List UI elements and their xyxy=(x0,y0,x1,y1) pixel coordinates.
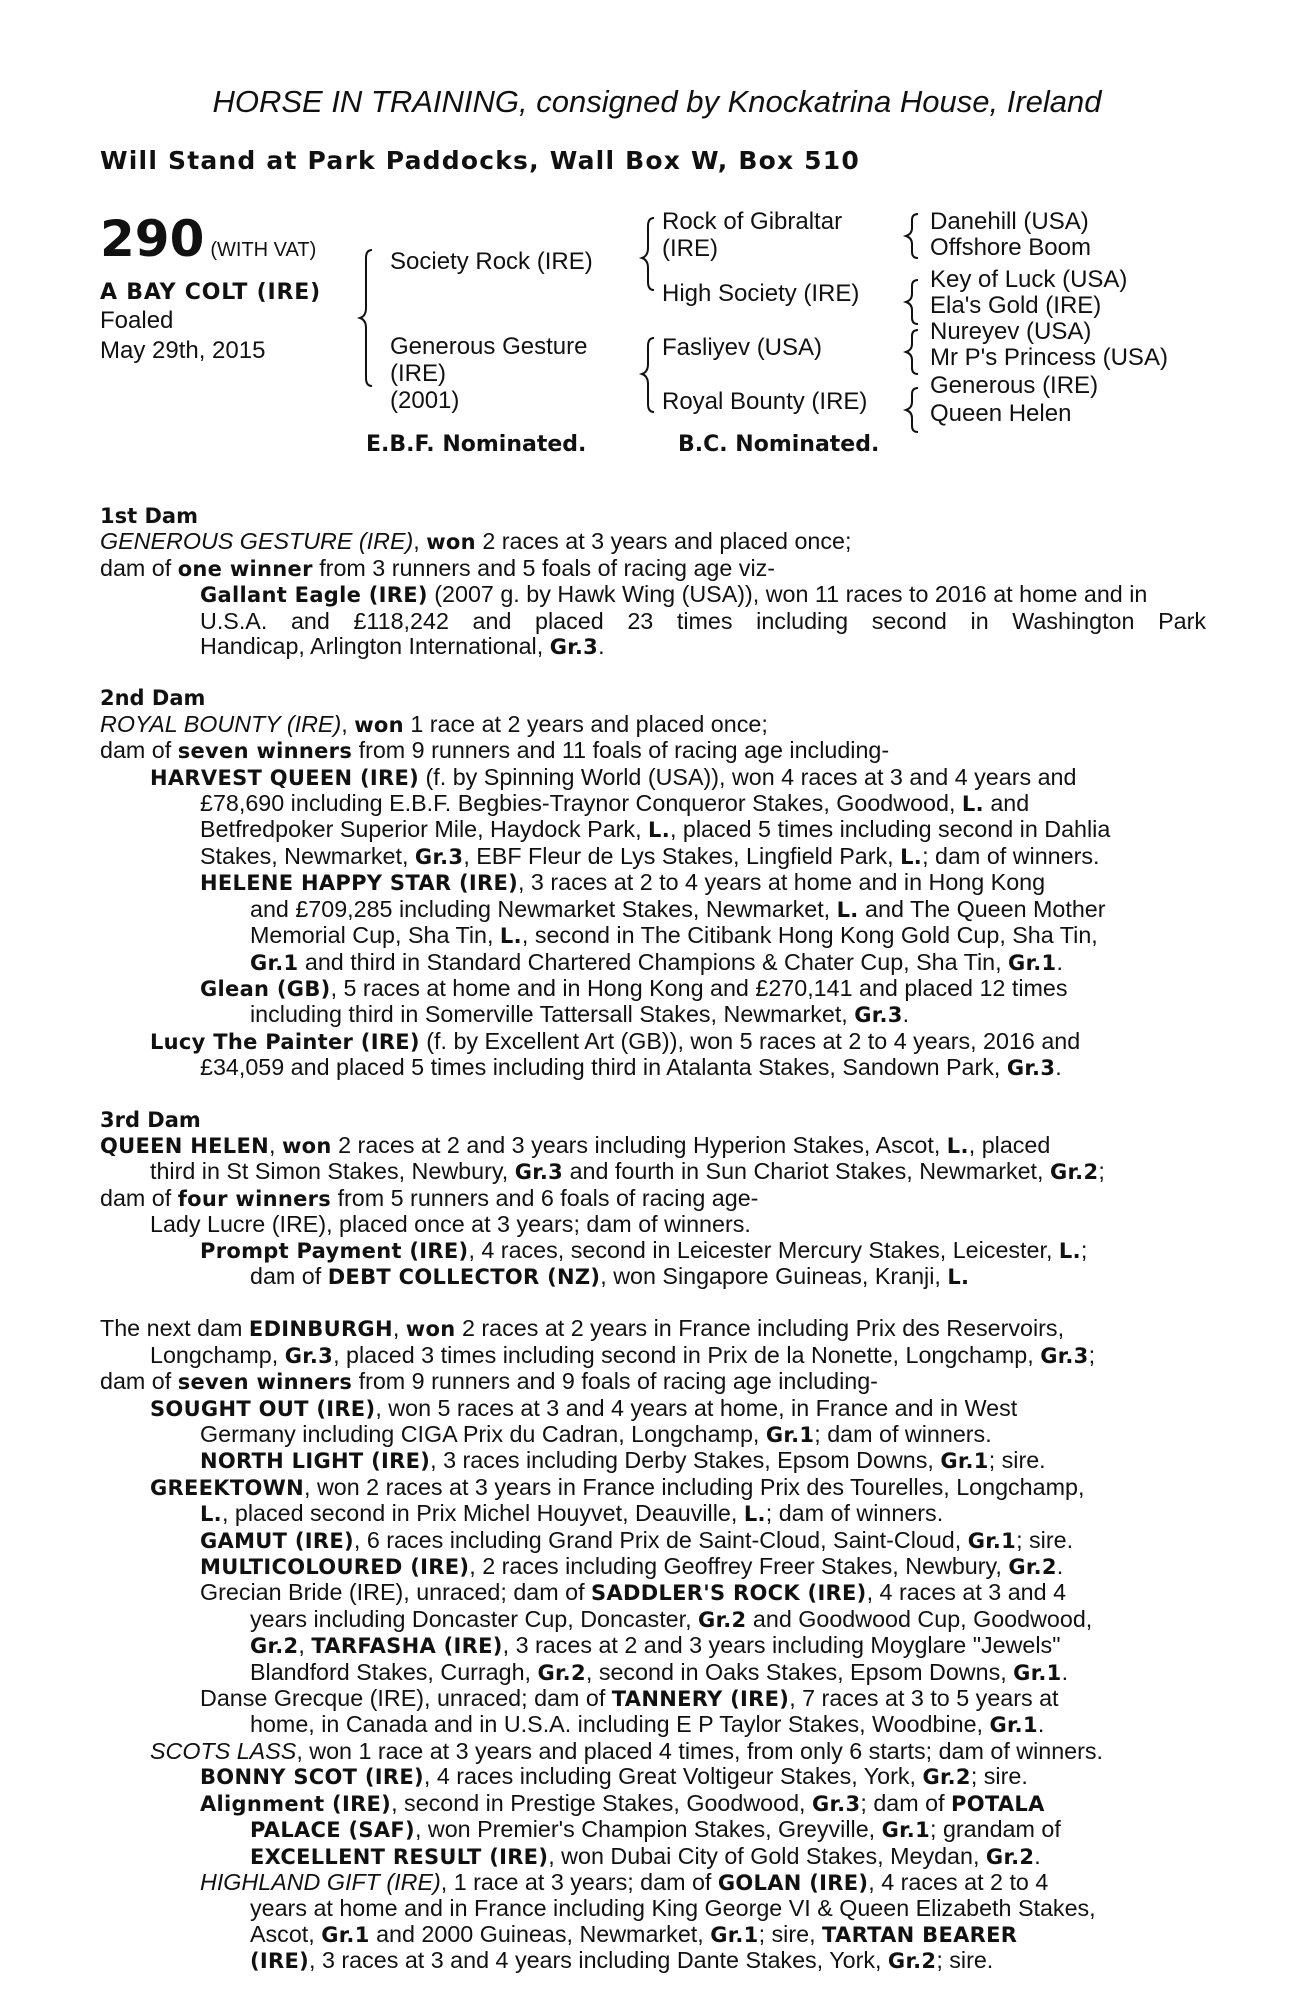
pedigree-ss-line2: (IRE) xyxy=(662,235,718,262)
next-dam-line: Germany including CIGA Prix du Cadran, Longchamp, Gr.1; dam of winners. xyxy=(200,1421,992,1447)
dam1-line: U.S.A. and £118,242 and placed 23 times including second in Washington Park xyxy=(200,607,1206,634)
next-dam-line: Ascot, Gr.1 and 2000 Guineas, Newmarket, Gr.1; sire, TARTAN BEARER xyxy=(250,1920,1018,1947)
next-dam-line: years at home and in France including King George VI & Queen Elizabeth Stakes, xyxy=(250,1895,1096,1922)
next-dam-line: Longchamp, Gr.3, placed 3 times including second in Prix de la Nonette, Longchamp, Gr.3; xyxy=(150,1341,1096,1368)
pedigree-dam-line1: Generous Gesture xyxy=(390,333,588,360)
dam3-line: dam of DEBT COLLECTOR (NZ), won Singapore Guineas, Kranji, L. xyxy=(250,1262,970,1289)
pedigree-dss: Nureyev (USA) xyxy=(930,318,1092,345)
dam3-line: Prompt Payment (IRE), 4 races, second in Leicester Mercury Stakes, Leicester, L.; xyxy=(200,1236,1088,1263)
dam2-line: Memorial Cup, Sha Tin, L., second in The Citibank Hong Kong Gold Cup, Sha Tin, xyxy=(250,922,1098,949)
next-dam-line: SCOTS LASS, won 1 race at 3 years and placed 4 times, from only 6 starts; dam of winners. xyxy=(150,1737,1104,1764)
dam2-line: dam of seven winners from 9 runners and 11 foals of racing age including- xyxy=(100,737,890,764)
stand-location: Will Stand at Park Paddocks, Wall Box W, Box 510 xyxy=(100,146,860,175)
dam2-line: £34,059 and placed 5 times including third in Atalanta Stakes, Sandown Park, Gr.3. xyxy=(200,1054,1062,1081)
foaled-label: Foaled xyxy=(100,307,174,334)
next-dam-line: NORTH LIGHT (IRE), 3 races including Derby Stakes, Epsom Downs, Gr.1; sire. xyxy=(200,1447,1046,1474)
dam2-line: and £709,285 including Newmarket Stakes, Newmarket, L. and The Queen Mother xyxy=(250,895,1106,922)
next-dam-line: EXCELLENT RESULT (IRE), won Dubai City of Gold Stakes, Meydan, Gr.2. xyxy=(250,1842,1041,1869)
pedigree-dam-sire: Fasliyev (USA) xyxy=(662,334,823,361)
pedigree-brackets xyxy=(0,0,1314,460)
pedigree-dam-line2: (IRE) xyxy=(390,360,446,387)
lot-number: 290 xyxy=(100,210,205,268)
next-dam-line: Grecian Bride (IRE), unraced; dam of SADDLER'S ROCK (IRE), 4 races at 3 and 4 xyxy=(200,1579,1067,1606)
dam3-line: QUEEN HELEN, won 2 races at 2 and 3 years including Hyperion Stakes, Ascot, L., placed xyxy=(100,1131,1051,1158)
dam3-line: Lady Lucre (IRE), placed once at 3 years; dam of winners. xyxy=(150,1211,751,1238)
next-dam-line: GAMUT (IRE), 6 races including Grand Prix de Saint-Cloud, Saint-Cloud, Gr.1; sire. xyxy=(200,1526,1074,1553)
dam2-line: Lucy The Painter (IRE) (f. by Excellent Art (GB)), won 5 races at 2 to 4 years, 2016 and xyxy=(150,1027,1081,1054)
dam1-line: GENEROUS GESTURE (IRE), won 2 races at 3 years and placed once; xyxy=(100,528,852,555)
pedigree-ss-line1: Rock of Gibraltar xyxy=(662,208,843,235)
next-dam-line: Danse Grecque (IRE), unraced; dam of TANNERY (IRE), 7 races at 3 to 5 years at xyxy=(200,1685,1059,1712)
ebf-nominated: E.B.F. Nominated. xyxy=(366,432,587,457)
next-dam-line: GREEKTOWN, won 2 races at 3 years in France including Prix des Tourelles, Longchamp, xyxy=(150,1473,1085,1500)
catalogue-body xyxy=(100,478,1206,1975)
dam2-line: including third in Somerville Tattersall Stakes, Newmarket, Gr.3. xyxy=(250,1001,910,1028)
pedigree-sire: Society Rock (IRE) xyxy=(390,248,593,275)
next-dam-line: dam of seven winners from 9 runners and 9 foals of racing age including- xyxy=(100,1368,878,1395)
next-dam-line: years including Doncaster Cup, Doncaster, Gr.2 and Goodwood Cup, Goodwood, xyxy=(250,1605,1093,1632)
pedigree-dsd: Mr P's Princess (USA) xyxy=(930,344,1168,371)
dam2-line: £78,690 including E.B.F. Begbies-Traynor Conqueror Stakes, Goodwood, L. and xyxy=(200,790,1030,817)
pedigree-sire-sire xyxy=(662,208,842,262)
first-dam-title: 1st Dam xyxy=(100,504,198,528)
pedigree-dam-dam: Royal Bounty (IRE) xyxy=(662,388,868,415)
pedigree-dam xyxy=(390,333,587,414)
next-dam-line: Gr.2, TARFASHA (IRE), 3 races at 2 and 3 years including Moyglare "Jewels" xyxy=(250,1632,1061,1659)
vat-note: (WITH VAT) xyxy=(210,239,317,261)
dam2-line: Glean (GB), 5 races at home and in Hong Kong and £270,141 and placed 12 times xyxy=(200,974,1068,1001)
dam1-line: Handicap, Arlington International, Gr.3. xyxy=(200,633,605,660)
next-dam-line: BONNY SCOT (IRE), 4 races including Great Voltigeur Stakes, York, Gr.2; sire. xyxy=(200,1763,1028,1790)
page-title: HORSE IN TRAINING, consigned by Knockatrina House, Ireland xyxy=(212,84,1102,119)
next-dam-line: The next dam EDINBURGH, won 2 races at 2 years in France including Prix des Reservoirs, xyxy=(100,1315,1065,1342)
dam1-line: dam of one winner from 3 runners and 5 foals of racing age viz- xyxy=(100,554,776,581)
dam2-line: ROYAL BOUNTY (IRE), won 1 race at 2 years and placed once; xyxy=(100,710,768,737)
dam3-line: third in St Simon Stakes, Newbury, Gr.3 and fourth in Sun Chariot Stakes, Newmarket, Gr.2; xyxy=(150,1158,1105,1185)
next-dam-line: Alignment (IRE), second in Prestige Stakes, Goodwood, Gr.3; dam of POTALA xyxy=(200,1789,1045,1816)
pedigree-sss: Danehill (USA) xyxy=(930,208,1089,235)
dam1-line: Gallant Eagle (IRE) (2007 g. by Hawk Wing (USA)), won 11 races to 2016 at home and in xyxy=(200,581,1148,608)
pedigree-sdd: Ela's Gold (IRE) xyxy=(930,292,1102,319)
next-dam-line: MULTICOLOURED (IRE), 2 races including Geoffrey Freer Stakes, Newbury, Gr.2. xyxy=(200,1553,1064,1580)
next-dam-line: HIGHLAND GIFT (IRE), 1 race at 3 years; dam of GOLAN (IRE), 4 races at 2 to 4 xyxy=(200,1868,1049,1895)
next-dam-line: L., placed second in Prix Michel Houyvet, Deauville, L.; dam of winners. xyxy=(200,1500,944,1527)
second-dam-title: 2nd Dam xyxy=(100,686,206,711)
pedigree-dds: Generous (IRE) xyxy=(930,372,1099,399)
lot-description: A BAY COLT (IRE) xyxy=(100,280,321,305)
next-dam-line: (IRE), 3 races at 3 and 4 years including Dante Stakes, York, Gr.2; sire. xyxy=(250,1947,994,1974)
next-dam-line: SOUGHT OUT (IRE), won 5 races at 3 and 4 years at home, in France and in West xyxy=(150,1394,1018,1421)
dam2-line: Betfredpoker Superior Mile, Haydock Park, L., placed 5 times including second in Dahlia xyxy=(200,816,1111,843)
pedigree-ddd: Queen Helen xyxy=(930,400,1072,427)
bc-nominated: B.C. Nominated. xyxy=(678,432,880,457)
third-dam-title: 3rd Dam xyxy=(100,1107,201,1132)
pedigree-ssd: Offshore Boom xyxy=(930,234,1091,261)
dam2-line: Stakes, Newmarket, Gr.3, EBF Fleur de Lys Stakes, Lingfield Park, L.; dam of winners. xyxy=(200,842,1100,869)
next-dam-line: home, in Canada and in U.S.A. including E P Taylor Stakes, Woodbine, Gr.1. xyxy=(250,1711,1045,1738)
pedigree-sds: Key of Luck (USA) xyxy=(930,266,1128,293)
next-dam-line: PALACE (SAF), won Premier's Champion Stakes, Greyville, Gr.1; grandam of xyxy=(250,1816,1061,1843)
pedigree-dam-line3: (2001) xyxy=(390,387,460,414)
dam2-line: HELENE HAPPY STAR (IRE), 3 races at 2 to 4 years at home and in Hong Kong xyxy=(200,869,1046,896)
pedigree-sire-dam: High Society (IRE) xyxy=(662,280,860,307)
next-dam-line: Blandford Stakes, Curragh, Gr.2, second in Oaks Stakes, Epsom Downs, Gr.1. xyxy=(250,1658,1069,1685)
dam2-line: Gr.1 and third in Standard Chartered Champions & Chater Cup, Sha Tin, Gr.1. xyxy=(250,948,1063,975)
dam3-line: dam of four winners from 5 runners and 6 foals of racing age- xyxy=(100,1184,759,1211)
foaled-date: May 29th, 2015 xyxy=(100,337,266,364)
dam2-line: HARVEST QUEEN (IRE) (f. by Spinning World (USA)), won 4 races at 3 and 4 years and xyxy=(150,763,1077,790)
